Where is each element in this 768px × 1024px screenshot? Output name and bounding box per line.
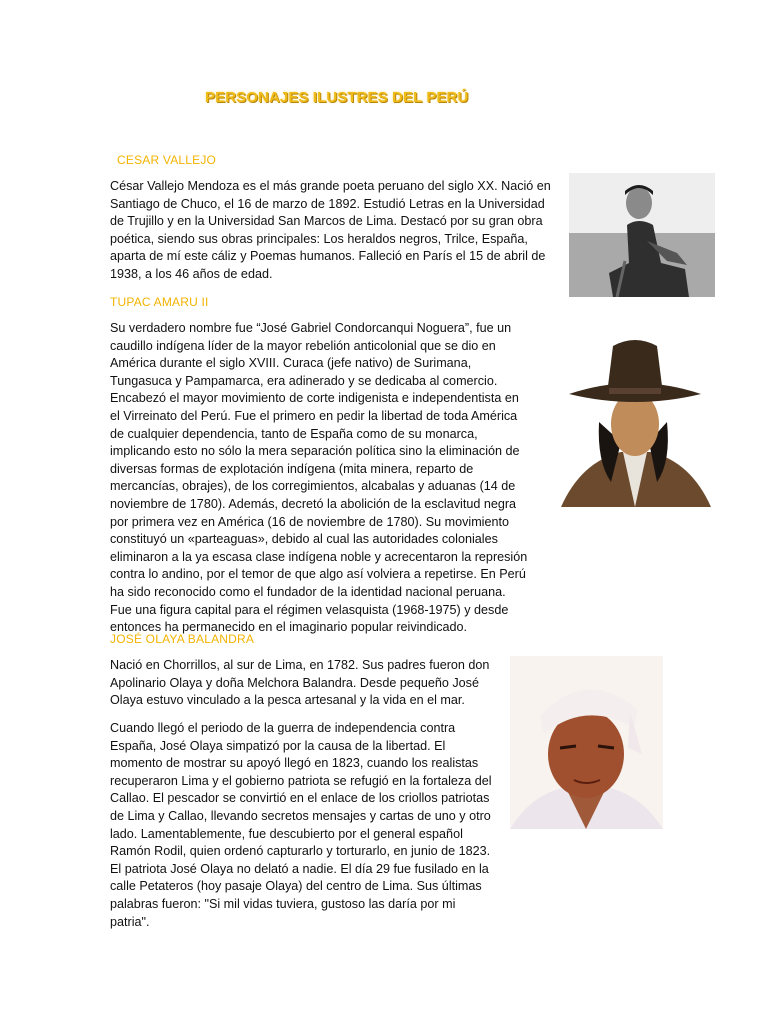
section-heading-jose-olaya: JOSÉ OLAYA BALANDRA (110, 632, 255, 646)
paragraph-vallejo: César Vallejo Mendoza es el más grande poeta peruano del siglo XX. Nació en Santiago de Chuco, el 16 de marzo de 1892. Estudió Letras en la Universidad de Trujillo y en la Universidad San Marcos de Lima. Destacó por su gran obra poética, siendo sus obras principales: Los heraldos negros, Trilce, España, aparta de mí este cáliz y Poemas humanos. Falleció en París el 15 de abril de 1938, a los 46 años de edad. (110, 179, 551, 281)
tupac-amaru-portrait (551, 332, 719, 507)
section-heading-tupac-amaru: TUPAC AMARU II (110, 295, 209, 309)
page-title: PERSONAJES ILUSTRES DEL PERÚ (205, 89, 469, 106)
cesar-vallejo-portrait (569, 173, 715, 297)
paragraph-jose-olaya-1: Nació en Chorrillos, al sur de Lima, en 1782. Sus padres fueron don Apolinario Olaya y doña Melchora Balandra. Desde pequeño José Olaya estuvo vinculado a la pesca artesanal y la vida en el mar. (110, 658, 490, 708)
jose-olaya-portrait (510, 656, 663, 829)
painting-image-icon (510, 656, 663, 829)
painting-image-icon (551, 332, 719, 507)
paragraph-jose-olaya-2: Cuando llegó el periodo de la guerra de independencia contra España, José Olaya simpatizó por la causa de la libertad. El momento de mostrar su apoyó llegó en 1823, cuando los realistas recuperaron Lima y el gobierno patriota se refugió en la fortaleza del Callao. El pescador se convirtió en el enlace de los criollos patriotas de Lima y Callao, llevando secretos mensajes y cartas de uno y otro lado. Lamentablemente, fue descubierto por el general español Ramón Rodil, quien ordenó capturarlo y torturarlo, en junio de 1823. El patriota José Olaya no delató a nadie. El día 29 fue fusilado en la calle Petateros (hoy pasaje Olaya) del centro de Lima. Sus últimas palabras fueron: "Si mil vidas tuviera, gustoso las daría por mi patria". (110, 721, 492, 929)
section-heading-vallejo: CESAR VALLEJO (117, 153, 217, 167)
paragraph-tupac-amaru: Su verdadero nombre fue “José Gabriel Condorcanqui Noguera”, fue un caudillo indígena líder de la mayor rebelión anticolonial que se dio en América durante el siglo XVIII. Curaca (jefe nativo) de Surimana, Tungasuca y Pampamarca, era adinerado y se dedicaba al comercio. Encabezó el mayor movimiento de corte indigenista e independentista en el Virreinato del Perú. Fue el primero en pedir la libertad de toda América de cualquier dependencia, tanto de España como de su monarca, implicando esto no sólo la mera separación política sino la eliminación de diversas formas de explotación indígena (mita minera, reparto de mercancías, obrajes), de los corregimientos, alcabalas y aduanas (14 de noviembre de 1780). Además, decretó la abolición de la esclavitud negra por primera vez en América (16 de noviembre de 1780). Su movimiento constituyó un «parteaguas», debido al cual las autoridades coloniales eliminaron a la ya escasa clase indígena noble y acrecentaron la represión contra lo andino, por el temor de que algo así volviera a repetirse. En Perú ha sido reconocido como el fundador de la identidad nacional peruana. Fue una figura capital para el régimen velasquista (1968-1975) y desde entonces ha permanecido en el imaginario popular reivindicado. (110, 321, 528, 635)
photo-image-icon (569, 173, 715, 297)
